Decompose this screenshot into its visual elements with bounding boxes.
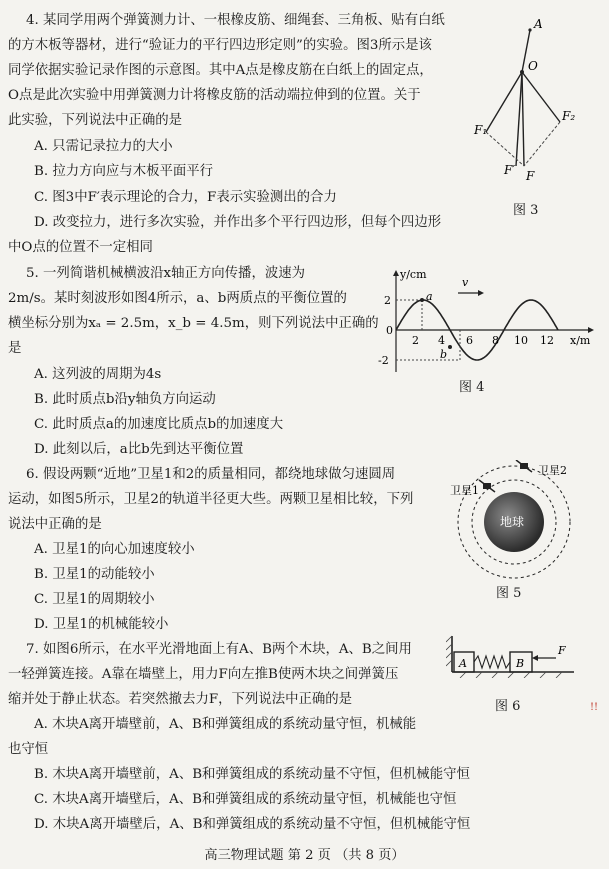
x-tick-10: 10 bbox=[514, 334, 528, 347]
q5-option-d: D. 此刻以后，a比b先到达平衡位置 bbox=[34, 442, 244, 457]
force-label: F bbox=[558, 644, 566, 657]
y-tick-neg2: -2 bbox=[378, 354, 389, 367]
q4-option-c: C. 图3中F′表示理论的合力，F表示实验测出的合力 bbox=[34, 190, 337, 205]
y-tick-2: 2 bbox=[384, 294, 391, 307]
point-o bbox=[520, 70, 524, 74]
spring bbox=[474, 656, 510, 668]
q7-line-2: 一轻弹簧连接。A靠在墙壁上，用力F向左推B使两木块之间弹簧压 bbox=[8, 667, 399, 682]
figure-5-orbits bbox=[446, 460, 596, 580]
label-f: F bbox=[526, 169, 535, 183]
q6-line-1: 6. 假设两颗“近地”卫星1和2的质量相同，都绕地球做匀速圆周 bbox=[26, 467, 396, 482]
x-label: x/m bbox=[570, 334, 591, 347]
label-f2: F₂ bbox=[562, 109, 576, 123]
ground-hatching bbox=[460, 672, 562, 678]
figure-6-blocks bbox=[446, 634, 596, 678]
dashed-edge-2 bbox=[524, 122, 560, 166]
f1-vector bbox=[486, 72, 522, 132]
margin-mark: !! bbox=[590, 702, 599, 713]
q4-line-1: 4. 某同学用两个弹簧测力计、一根橡皮筋、细绳套、三角板、贴有白纸 bbox=[26, 13, 445, 28]
x-tick-12: 12 bbox=[540, 334, 554, 347]
label-fprime: F′ bbox=[504, 163, 516, 177]
q7-option-b: B. 木块A离开墙壁前，A、B和弹簧组成的系统动量不守恒，但机械能守恒 bbox=[34, 767, 470, 782]
block-b-label: B bbox=[516, 657, 525, 670]
y-axis-arrow bbox=[393, 270, 399, 276]
q7-option-a-cont: 也守恒 bbox=[8, 742, 49, 757]
figure-3 bbox=[468, 14, 598, 189]
x-axis-arrow bbox=[588, 327, 594, 333]
label-o: O bbox=[528, 59, 538, 73]
block-a-label: A bbox=[459, 657, 467, 670]
figure-6-caption: 图 6 bbox=[495, 699, 521, 714]
sat1-label: 卫星1 bbox=[450, 484, 479, 497]
x-tick-4: 4 bbox=[438, 334, 445, 347]
label-f1: F₁ bbox=[474, 123, 488, 137]
q7-option-d: D. 木块A离开墙壁后，A、B和弹簧组成的系统动量不守恒，但机械能守恒 bbox=[34, 817, 471, 832]
point-a bbox=[420, 298, 424, 302]
q5-line-3: 横坐标分别为xₐ = 2.5m，x_b = 4.5m，则下列说法中正确的 bbox=[8, 316, 379, 331]
x-tick-2: 2 bbox=[412, 334, 419, 347]
q5-option-b: B. 此时质点b沿y轴负方向运动 bbox=[34, 392, 216, 407]
q4-option-d-cont: 中O点的位置不一定相同 bbox=[8, 240, 153, 255]
q6-option-d: D. 卫星1的机械能较小 bbox=[34, 617, 169, 632]
q7-option-a: A. 木块A离开墙壁前，A、B和弹簧组成的系统动量守恒，机械能 bbox=[34, 717, 417, 732]
q6-option-c: C. 卫星1的周期较小 bbox=[34, 592, 155, 607]
q4-line-2: 的方木板等器材，进行“验证力的平行四边形定则”的实验。图3所示是该 bbox=[8, 38, 432, 53]
q5-line-1: 5. 一列简谐机械横波沿x轴正方向传播，波速为 bbox=[26, 266, 306, 281]
f2-vector bbox=[522, 72, 560, 122]
figure-4-wave bbox=[376, 268, 602, 376]
earth-label: 地球 bbox=[500, 515, 525, 529]
q6-option-b: B. 卫星1的动能较小 bbox=[34, 567, 155, 582]
q7-line-1: 7. 如图6所示，在水平光滑地面上有A、B两个木块，A、B之间用 bbox=[26, 642, 412, 657]
q6-option-a: A. 卫星1的向心加速度较小 bbox=[34, 542, 195, 557]
page-footer: 高三物理试题 第 2 页 （共 8 页） bbox=[204, 848, 405, 863]
q5-line-2: 2m/s。某时刻波形如图4所示，a、b两质点的平衡位置的 bbox=[8, 291, 347, 306]
f-vector bbox=[516, 72, 522, 166]
v-arrowhead bbox=[478, 290, 484, 296]
figure-4-caption: 图 4 bbox=[459, 380, 485, 395]
q5-line-4: 是 bbox=[8, 341, 22, 356]
q4-line-5: 此实验，下列说法中正确的是 bbox=[8, 113, 183, 128]
q4-option-d: D. 改变拉力，进行多次实验，并作出多个平行四边形，但每个四边形 bbox=[34, 215, 442, 230]
q4-line-4: O点是此次实验中用弹簧测力计将橡皮筋的活动端拉伸到的位置。关于 bbox=[8, 88, 421, 103]
q7-line-3: 缩并处于静止状态。若突然撤去力F，下列说法中正确的是 bbox=[8, 692, 353, 707]
wall-hatching bbox=[446, 636, 452, 666]
y-label: y/cm bbox=[400, 268, 427, 281]
figure-3-caption: 图 3 bbox=[513, 203, 539, 218]
q7-option-c: C. 木块A离开墙壁后，A、B和弹簧组成的系统动量守恒，机械能也守恒 bbox=[34, 792, 457, 807]
label-a: A bbox=[534, 17, 543, 31]
q4-line-3: 同学依据实验记录作图的示意图。其中A点是橡皮筋在白纸上的固定点， bbox=[8, 63, 433, 78]
label-b: b bbox=[440, 348, 448, 361]
q6-line-3: 说法中正确的是 bbox=[8, 517, 102, 532]
fprime-vector bbox=[522, 72, 524, 166]
satellite-2-icon bbox=[516, 460, 532, 472]
q5-option-a: A. 这列波的周期为4s bbox=[34, 367, 162, 382]
v-label: v bbox=[462, 276, 469, 289]
point-a bbox=[528, 28, 531, 31]
sat2-label: 卫星2 bbox=[538, 464, 567, 477]
x-tick-8: 8 bbox=[492, 334, 499, 347]
q5-option-c: C. 此时质点a的加速度比质点b的加速度大 bbox=[34, 417, 284, 432]
q6-line-2: 运动，如图5所示，卫星2的轨道半径更大些。两颗卫星相比较，下列 bbox=[8, 492, 414, 507]
figure-5-caption: 图 5 bbox=[496, 586, 522, 601]
origin-label: 0 bbox=[386, 324, 393, 337]
q4-option-b: B. 拉力方向应与木板平面平行 bbox=[34, 164, 214, 179]
x-tick-6: 6 bbox=[466, 334, 473, 347]
label-a: a bbox=[426, 290, 433, 303]
q4-option-a: A. 只需记录拉力的大小 bbox=[34, 139, 173, 154]
force-arrowhead bbox=[532, 655, 538, 661]
point-b bbox=[448, 345, 452, 349]
